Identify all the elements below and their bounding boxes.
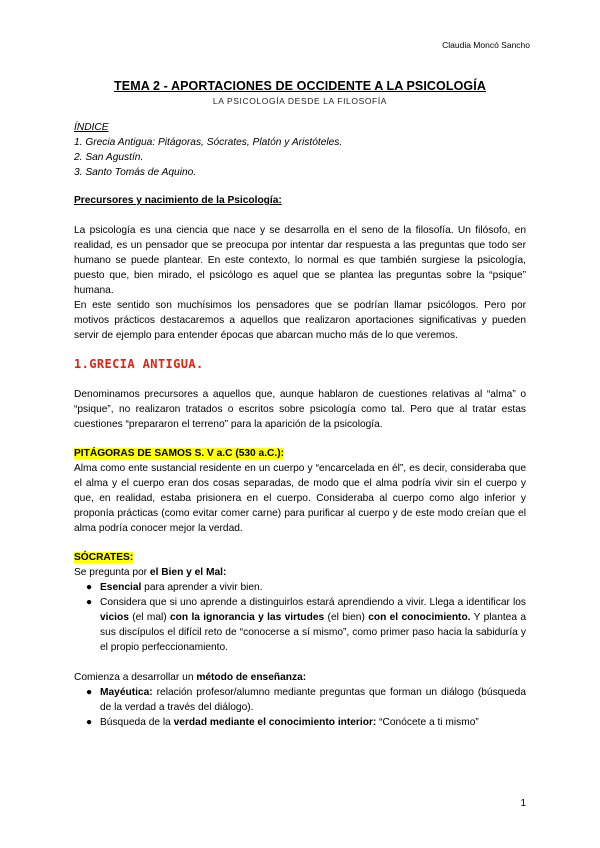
document-title: TEMA 2 - APORTACIONES DE OCCIDENTE A LA PSICOLOGÍA — [114, 79, 486, 93]
pitagoras-heading-line — [74, 446, 526, 461]
text-run: (el mal) — [128, 612, 170, 623]
list-item — [86, 580, 526, 595]
text-run: Considera que si uno aprende a distinguirlos estará aprendiendo a vivir. Llega a identificar los — [100, 597, 526, 608]
metodo-intro — [74, 670, 526, 685]
text-run-bold: Esencial — [100, 582, 142, 593]
text-run: (el bien) — [324, 612, 369, 623]
text-run-bold: Mayéutica: — [100, 687, 153, 698]
section-heading-grecia: 1.GRECIA ANTIGUA. — [74, 357, 204, 371]
text-run: Comienza a desarrollar un — [74, 672, 197, 683]
socrates-heading: SÓCRATES: — [74, 552, 134, 563]
text-run: Búsqueda de la — [100, 717, 174, 728]
document-subtitle: LA PSICOLOGÍA DESDE LA FILOSOFÍA — [212, 96, 388, 106]
text-run: Se pregunta por — [74, 567, 150, 578]
author-name: Claudia Moncó Sancho — [442, 40, 530, 50]
text-run-bold: verdad mediante el conocimiento interior: — [173, 717, 377, 728]
text-run-bold: método de enseñanza: — [196, 672, 307, 683]
list-item — [86, 715, 526, 730]
metodo-list — [74, 685, 526, 730]
paragraph: Denominamos precursores a aquellos que, aunque hablaron de cuestiones relativas al “alma” o “psique”, no realizaron tratados o escritos sobre psicología como tal. Pero que al tratar estas cuestiones “prepararon el terreno” para la aparición de la psicología. — [74, 389, 526, 430]
index-item: 3. Santo Tomás de Aquino. — [74, 167, 197, 178]
text-run: relación profesor/alumno mediante preguntas que forman un diálogo (búsqueda de la verdad a través del diálogo). — [100, 687, 526, 713]
text-run-bold: con el conocimiento. — [368, 612, 471, 623]
socrates-list — [74, 580, 526, 655]
text-run-bold: vicios — [100, 612, 129, 623]
socrates-intro — [74, 565, 526, 580]
document-body — [74, 120, 526, 730]
bullet-icon: ● — [86, 717, 93, 728]
list-item — [86, 595, 527, 655]
section-heading-precursores: Precursores y nacimiento de la Psicología: — [74, 195, 282, 206]
pitagoras-heading: PITÁGORAS DE SAMOS S. V a.C (530 a.C.): — [74, 448, 285, 459]
paragraph: Alma como ente sustancial residente en un cuerpo y “encarcelada en él”, es decir, consideraba que el alma y el cuerpo eran dos cosas separadas, de modo que el alma podría vivir sin el cuerpo y que, en realidad, estaba prisionera en el cuerpo. Consideraba al cuerpo como algo inferior y proponía prácticas (como evitar comer carne) para purificar al cuerpo y de este modo creían que el alma podría conocer mejor la verdad. — [74, 463, 526, 534]
bullet-icon: ● — [86, 582, 93, 593]
text-run: “Conócete a ti mismo” — [376, 717, 479, 728]
text-run-bold: con la ignorancia y las virtudes — [170, 612, 325, 623]
index-item: 1. Grecia Antigua: Pitágoras, Sócrates, Platón y Aristóteles. — [74, 137, 343, 148]
paragraph: En este sentido son muchísimos los pensadores que se podrían llamar psicólogos. Pero por motivos prácticos destacaremos a aquellos que realizaron aportaciones significativas y pueden servir de ejemplo para entender épocas que abarcan mucho más de lo que veremos. — [74, 300, 526, 341]
bullet-icon: ● — [86, 597, 93, 608]
socrates-heading-line — [74, 550, 526, 565]
text-run: Y plantea a sus discípulos el difícil reto de “conocerse a sí mismo”, como primer paso hacia la sabiduría y el propio perfeccionamiento. — [100, 612, 527, 653]
list-item — [86, 685, 526, 715]
index-heading: ÍNDICE — [74, 122, 109, 133]
page-number: 1 — [520, 798, 526, 809]
index-item: 2. San Agustín. — [74, 152, 144, 163]
text-run: para aprender a vivir bien. — [141, 582, 263, 593]
bullet-icon: ● — [86, 687, 93, 698]
text-run-bold: el Bien y el Mal: — [149, 567, 227, 578]
paragraph: La psicología es una ciencia que nace y se desarrolla en el seno de la filosofía. Un filósofo, en realidad, es un pensador que se preocupa por intentar dar respuesta a las preguntas que todo ser humano se puede plantear. En este contexto, lo normal es que también surgiese la psicología, puesto que, bien mirado, el psicólogo es aquel que se plantea las preguntas sobre la “psique” humana. — [74, 225, 526, 296]
